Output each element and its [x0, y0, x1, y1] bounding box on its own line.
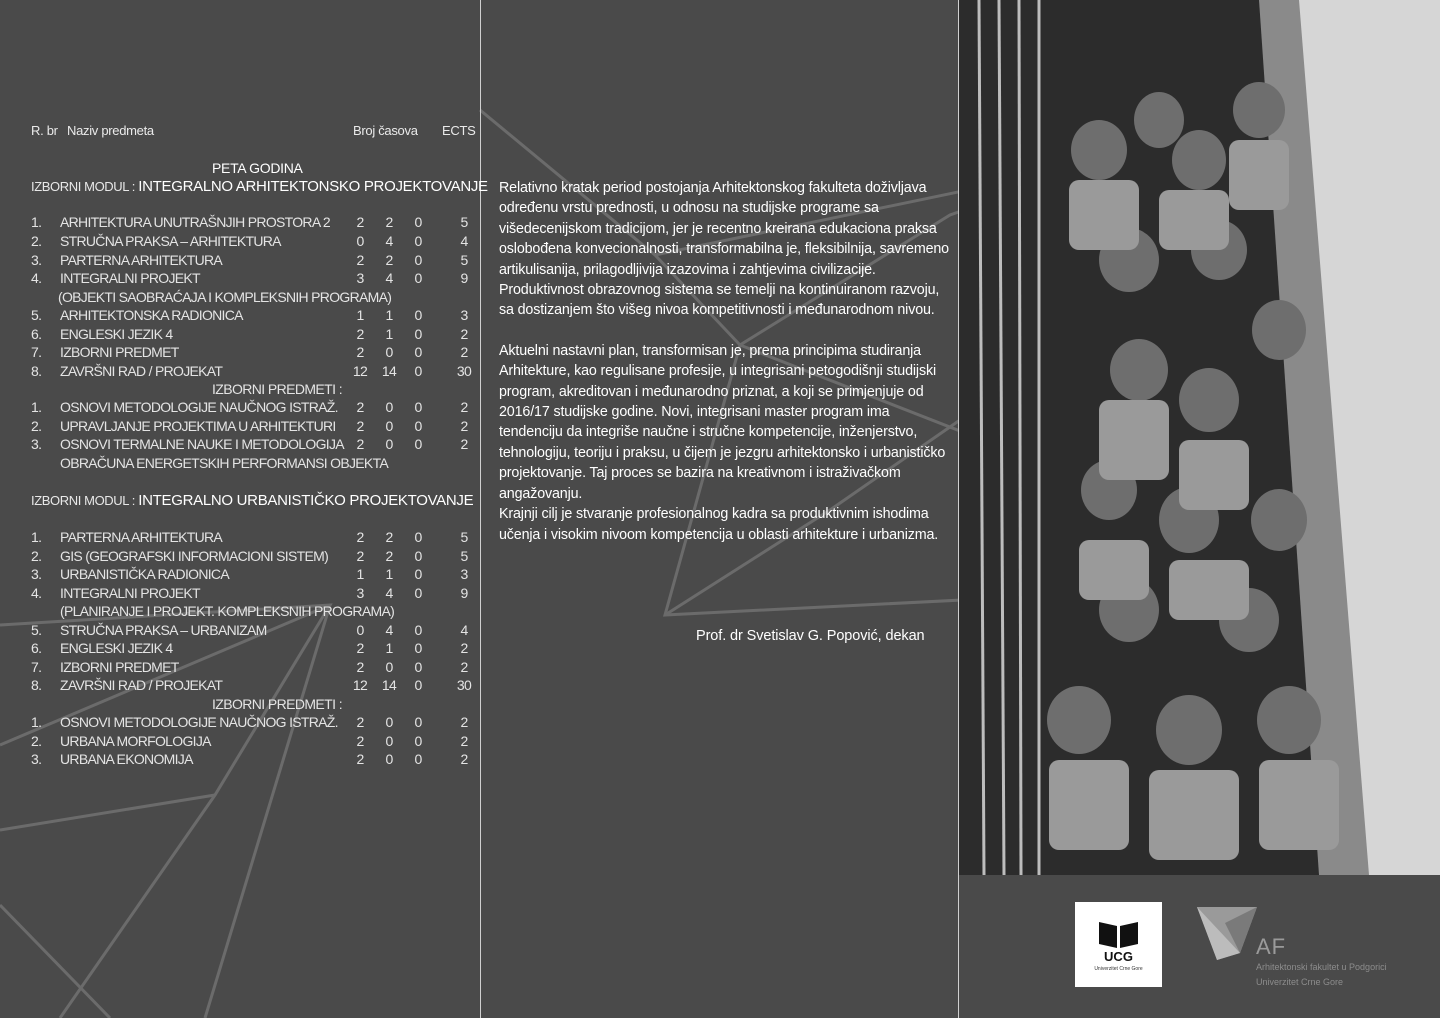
electives-heading: IZBORNI PREDMETI :: [212, 381, 342, 397]
row-hours-3: 0: [414, 233, 422, 249]
row-ects: 2: [460, 326, 468, 342]
row-hours-3: 0: [414, 714, 422, 730]
row-title: UPRAVLJANJE PROJEKTIMA U ARHITEKTURI: [60, 418, 336, 434]
module-2-prefix: IZBORNI MODUL :: [31, 493, 136, 508]
row-hours-3: 0: [414, 436, 422, 452]
row-number: 2.: [31, 548, 42, 564]
intro-paragraph-3: Krajnji cilj je stvaranje profesionalnog kadra sa produktivnim ishodima učenja i visokim nivoom kompetencija u oblasti arhitekture i urbanizma.: [499, 506, 939, 543]
row-hours-2: 1: [385, 307, 393, 323]
column-divider-left: [480, 0, 481, 1018]
af-logo-icon: [1195, 905, 1265, 965]
module-1-prefix: IZBORNI MODUL :: [31, 179, 136, 194]
module-2-heading: [31, 492, 473, 509]
header-broj: Broj časova: [353, 123, 418, 138]
row-ects: 2: [460, 751, 468, 767]
row-ects: 30: [456, 363, 472, 379]
row-hours-2: 2: [385, 214, 393, 230]
row-title: URBANA MORFOLOGIJA: [60, 733, 211, 749]
row-hours-1: 2: [356, 252, 364, 268]
row-ects: 2: [460, 640, 468, 656]
row-hours-2: 4: [385, 270, 393, 286]
row-hours-3: 0: [414, 733, 422, 749]
row-hours-2: 0: [385, 399, 393, 415]
row-title: PARTERNA ARHITEKTURA: [60, 252, 223, 268]
row-title: OSNOVI METODOLOGIJE NAUČNOG ISTRAŽ.: [60, 714, 338, 730]
row-title: ZAVRŠNI RAD / PROJEKAT: [60, 677, 223, 693]
af-logo-letters: AF: [1256, 934, 1287, 959]
row-hours-3: 0: [414, 566, 422, 582]
row-hours-1: 2: [356, 529, 364, 545]
row-number: 6.: [31, 640, 42, 656]
row-title: URBANA EKONOMIJA: [60, 751, 193, 767]
af-logo-line-2: Univerzitet Crne Gore: [1256, 977, 1344, 987]
row-ects: 4: [460, 622, 468, 638]
row-ects: 4: [460, 233, 468, 249]
row-number: 7.: [31, 344, 42, 360]
electives-heading: IZBORNI PREDMETI :: [212, 696, 342, 712]
dean-signature: Prof. dr Svetislav G. Popović, dekan: [696, 628, 925, 644]
row-hours-1: 2: [356, 344, 364, 360]
row-title: ARHITEKTURA UNUTRAŠNJIH PROSTORA 2: [60, 214, 330, 230]
row-hours-3: 0: [414, 326, 422, 342]
row-hours-2: 1: [385, 326, 393, 342]
row-number: 7.: [31, 659, 42, 675]
row-hours-1: 2: [356, 326, 364, 342]
row-hours-1: 2: [356, 659, 364, 675]
row-title: OSNOVI METODOLOGIJE NAUČNOG ISTRAŽ.: [60, 399, 338, 415]
row-ects: 9: [460, 270, 468, 286]
row-number: 3.: [31, 252, 42, 268]
row-ects: 5: [460, 214, 468, 230]
row-hours-1: 2: [356, 399, 364, 415]
row-hours-3: 0: [414, 659, 422, 675]
row-hours-2: 4: [385, 622, 393, 638]
row-title: ENGLESKI JEZIK 4: [60, 326, 173, 342]
row-ects: 5: [460, 529, 468, 545]
row-hours-1: 2: [356, 640, 364, 656]
row-number: 4.: [31, 270, 42, 286]
row-hours-1: 0: [356, 233, 364, 249]
group-photo-illustration: [959, 0, 1440, 875]
row-hours-3: 0: [414, 622, 422, 638]
row-ects: 5: [460, 548, 468, 564]
row-title: PARTERNA ARHITEKTURA: [60, 529, 223, 545]
row-hours-2: 0: [385, 344, 393, 360]
row-hours-2: 2: [385, 548, 393, 564]
row-hours-2: 0: [385, 659, 393, 675]
row-hours-2: 1: [385, 566, 393, 582]
row-ects: 5: [460, 252, 468, 268]
row-hours-2: 14: [381, 677, 397, 693]
row-hours-2: 2: [385, 252, 393, 268]
row-hours-3: 0: [414, 751, 422, 767]
row-hours-3: 0: [414, 363, 422, 379]
row-hours-2: 0: [385, 418, 393, 434]
row-hours-1: 2: [356, 714, 364, 730]
row-hours-1: 3: [356, 585, 364, 601]
row-ects: 2: [460, 659, 468, 675]
row-ects: 30: [456, 677, 472, 693]
module-1-heading: [31, 178, 488, 195]
row-subtitle: (PLANIRANJE I PROJEKT. KOMPLEKSNIH PROGRAMA): [60, 603, 395, 619]
row-hours-3: 0: [414, 252, 422, 268]
row-hours-2: 14: [381, 363, 397, 379]
row-number: 4.: [31, 585, 42, 601]
row-hours-3: 0: [414, 214, 422, 230]
row-ects: 9: [460, 585, 468, 601]
row-title: STRUČNA PRAKSA – URBANIZAM: [60, 622, 267, 638]
row-hours-1: 0: [356, 622, 364, 638]
row-hours-2: 0: [385, 436, 393, 452]
row-ects: 2: [460, 733, 468, 749]
header-ects: ECTS: [442, 123, 476, 138]
row-hours-1: 2: [356, 548, 364, 564]
row-number: 3.: [31, 566, 42, 582]
row-title: IZBORNI PREDMET: [60, 344, 179, 360]
row-hours-2: 0: [385, 733, 393, 749]
row-hours-3: 0: [414, 677, 422, 693]
row-hours-3: 0: [414, 529, 422, 545]
row-ects: 3: [460, 307, 468, 323]
row-hours-3: 0: [414, 344, 422, 360]
intro-paragraph-1: Relativno kratak period postojanja Arhitektonskog fakulteta doživljava određenu vrstu prednosti, u odnosu na studijske programe sa višedecenijskom tradicijom, jer je recentno kreirana edukaciona praksa oslobođena konvecionalnosti, transformabilna je, fleksibilnija, savremeno artikulisanija, prilagodljivija izazovima i zahtjevima civilizacije. Produktivnost obrazovnog sistema se temelji na kontinuiranom razvoju, sa dostizanjem što višeg nivoa kompetitivnosti i međunarodnom nivou.: [499, 180, 949, 319]
year-title: PETA GODINA: [212, 160, 303, 176]
row-hours-3: 0: [414, 307, 422, 323]
module-2-name: INTEGRALNO URBANISTIČKO PROJEKTOVANJE: [138, 492, 474, 509]
row-hours-2: 0: [385, 714, 393, 730]
row-title: URBANISTIČKA RADIONICA: [60, 566, 229, 582]
row-hours-2: 4: [385, 585, 393, 601]
row-hours-3: 0: [414, 270, 422, 286]
row-hours-2: 0: [385, 751, 393, 767]
ucg-logo-subtitle: Univerzitet Crne Gore: [1094, 966, 1143, 972]
row-subtitle: OBRAČUNA ENERGETSKIH PERFORMANSI OBJEKTA: [60, 455, 389, 471]
row-hours-1: 3: [356, 270, 364, 286]
row-number: 5.: [31, 622, 42, 638]
ucg-logo: [1075, 902, 1162, 987]
row-hours-1: 2: [356, 751, 364, 767]
row-number: 1.: [31, 399, 42, 415]
row-number: 1.: [31, 714, 42, 730]
af-logo-line-1: Arhitektonski fakultet u Podgorici: [1256, 962, 1387, 972]
row-title: ARHITEKTONSKA RADIONICA: [60, 307, 243, 323]
row-title: INTEGRALNI PROJEKT: [60, 585, 200, 601]
module-1-name: INTEGRALNO ARHITEKTONSKO PROJEKTOVANJE: [138, 178, 488, 195]
row-ects: 2: [460, 714, 468, 730]
row-number: 5.: [31, 307, 42, 323]
row-title: INTEGRALNI PROJEKT: [60, 270, 200, 286]
row-hours-3: 0: [414, 399, 422, 415]
book-icon: [1075, 902, 1162, 950]
row-number: 3.: [31, 436, 42, 452]
row-number: 3.: [31, 751, 42, 767]
row-hours-1: 12: [352, 677, 368, 693]
row-title: OSNOVI TERMALNE NAUKE I METODOLOGIJA: [60, 436, 344, 452]
row-ects: 2: [460, 399, 468, 415]
row-number: 2.: [31, 418, 42, 434]
row-title: IZBORNI PREDMET: [60, 659, 179, 675]
intro-paragraph-2: Aktuelni nastavni plan, transformisan je, prema principima studiranja Arhitekture, kao regulisane profesije, u integrisani petogodišnji studijski program, akreditovan i međunarodno priznat, a koji se primjenjuje od 2016/17 studijske godine. Novi, integrisani master program ima tendenciju da integriše naučne i stručne kompetencije, inženjerstvo, tehnologiju, teoriju i praksu, u čijem je jezgru arhitektonsko i urbanističko projektovanje. Taj proces se bazira na kreativnom i istraživačkom angažovanju.: [499, 342, 946, 502]
header-rbr: R. br: [31, 123, 58, 138]
group-photo: [959, 0, 1440, 875]
row-hours-1: 1: [356, 566, 364, 582]
row-hours-2: 1: [385, 640, 393, 656]
row-number: 2.: [31, 233, 42, 249]
row-hours-1: 2: [356, 733, 364, 749]
intro-text: [499, 178, 949, 565]
row-title: ZAVRŠNI RAD / PROJEKAT: [60, 363, 223, 379]
row-title: ENGLESKI JEZIK 4: [60, 640, 173, 656]
row-ects: 3: [460, 566, 468, 582]
row-ects: 2: [460, 418, 468, 434]
row-hours-2: 4: [385, 233, 393, 249]
row-hours-1: 12: [352, 363, 368, 379]
row-hours-2: 2: [385, 529, 393, 545]
ucg-logo-text: UCG: [1104, 949, 1133, 964]
row-number: 8.: [31, 677, 42, 693]
row-number: 1.: [31, 214, 42, 230]
row-hours-1: 1: [356, 307, 364, 323]
row-ects: 2: [460, 436, 468, 452]
header-naziv: Naziv predmeta: [67, 123, 154, 138]
row-hours-3: 0: [414, 418, 422, 434]
row-title: STRUČNA PRAKSA – ARHITEKTURA: [60, 233, 281, 249]
row-hours-3: 0: [414, 585, 422, 601]
row-number: 2.: [31, 733, 42, 749]
row-number: 6.: [31, 326, 42, 342]
row-number: 1.: [31, 529, 42, 545]
row-subtitle: (OBJEKTI SAOBRAĆAJA I KOMPLEKSNIH PROGRAMA): [58, 289, 392, 305]
row-hours-1: 2: [356, 418, 364, 434]
row-ects: 2: [460, 344, 468, 360]
row-hours-3: 0: [414, 548, 422, 564]
row-hours-1: 2: [356, 214, 364, 230]
row-hours-1: 2: [356, 436, 364, 452]
row-title: GIS (GEOGRAFSKI INFORMACIONI SISTEM): [60, 548, 329, 564]
row-hours-3: 0: [414, 640, 422, 656]
row-number: 8.: [31, 363, 42, 379]
